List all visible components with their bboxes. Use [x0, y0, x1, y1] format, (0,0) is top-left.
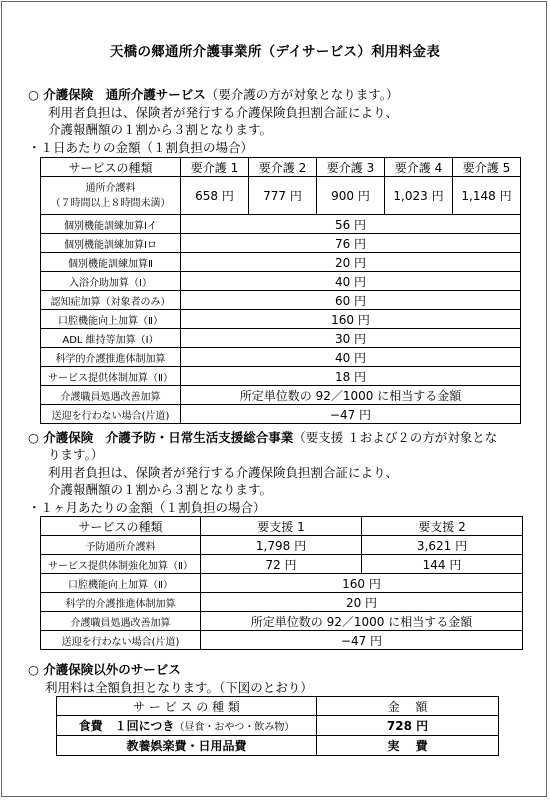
- other-services-table: [56, 696, 499, 756]
- row-label: 個別機能訓練加算Ⅰロ: [41, 234, 181, 253]
- table-row: [41, 329, 521, 348]
- row-value: 160 円: [201, 574, 523, 593]
- row-label: 介護職員処遇改善加算: [41, 386, 181, 405]
- row-value: 所定単位数の 92／1000 に相当する金額: [201, 612, 523, 631]
- table-row: [57, 716, 499, 736]
- fee-support-level-1: 72 円: [201, 555, 362, 574]
- fee-support-level-2: 3,621 円: [362, 536, 523, 555]
- care-fee-main-row: [41, 177, 521, 215]
- table-row: [41, 536, 523, 555]
- section2-heading-cont: ります。）: [48, 447, 104, 462]
- meal-fee-label-detail: （昼食・おやつ・飲み物）: [174, 722, 295, 733]
- table-row: [41, 612, 523, 631]
- header-other-service-type: サ ー ビ ス の 種 類: [57, 697, 317, 716]
- main-fee-level-1: 658 円: [181, 177, 249, 215]
- header-support-level-1: 要支援 1: [201, 517, 362, 536]
- section2-subheading: ・１ヶ月あたりの金額（１割負担の場合）: [28, 500, 266, 515]
- row-label: 送迎を行わない場合(片道): [41, 405, 181, 424]
- row-value: 76 円: [181, 234, 521, 253]
- row-value: 60 円: [181, 291, 521, 310]
- row-value: 所定単位数の 92／1000 に相当する金額: [181, 386, 521, 405]
- row-label: 口腔機能向上加算（Ⅱ）: [41, 574, 201, 593]
- recreation-fee-value: 実 費: [317, 736, 499, 756]
- table-row: [41, 310, 521, 329]
- main-fee-level-3: 900 円: [317, 177, 385, 215]
- section1-subheading: ・１日あたりの金額（１割負担の場合）: [28, 140, 254, 155]
- header-care-level-1: 要介護 1: [181, 158, 249, 177]
- header-support-level-2: 要支援 2: [362, 517, 523, 536]
- row-label: 科学的介護推進体制加算: [41, 348, 181, 367]
- care-fee-header-row: [41, 158, 521, 177]
- section2-note-1: 利用者負担は、保険者が発行する介護保険負担割合証により、: [48, 465, 399, 480]
- row-value: 20 円: [181, 253, 521, 272]
- section1-heading: [28, 87, 399, 103]
- main-service-name: 通所介護料: [85, 182, 136, 194]
- section3-heading: ○ 介護保険以外のサービス: [28, 662, 181, 677]
- care-fee-table: [40, 157, 521, 424]
- section2-heading: [28, 430, 497, 446]
- main-fee-level-5: 1,148 円: [453, 177, 521, 215]
- row-label: 介護職員処遇改善加算: [41, 612, 201, 631]
- fee-support-level-2: 144 円: [362, 555, 523, 574]
- row-label: 送迎を行わない場合(片道): [41, 631, 201, 650]
- main-service-label: [41, 177, 181, 215]
- row-label: サービス提供体制加算（Ⅱ）: [41, 367, 181, 386]
- main-fee-level-4: 1,023 円: [385, 177, 453, 215]
- section3-note: 利用料は全額負担となります。（下図のとおり）: [45, 680, 313, 695]
- row-value: 20 円: [201, 593, 523, 612]
- fee-support-level-1: 1,798 円: [201, 536, 362, 555]
- header-care-level-3: 要介護 3: [317, 158, 385, 177]
- row-value: 18 円: [181, 367, 521, 386]
- header-care-level-5: 要介護 5: [453, 158, 521, 177]
- row-value: 160 円: [181, 310, 521, 329]
- meal-fee-label: [57, 716, 317, 736]
- table-row: [41, 631, 523, 650]
- row-label: 口腔機能向上加算（Ⅱ）: [41, 310, 181, 329]
- table-row: [41, 574, 523, 593]
- main-service-hours: （７時間以上８時間未満）: [50, 197, 171, 209]
- meal-fee-label-main: 食費 １回につき: [78, 719, 175, 733]
- row-value: −47 円: [201, 631, 523, 650]
- row-label: 予防通所介護料: [41, 536, 201, 555]
- table-row: [41, 234, 521, 253]
- table-row: [41, 367, 521, 386]
- row-label: 個別機能訓練加算Ⅰイ: [41, 215, 181, 234]
- header-care-level-4: 要介護 4: [385, 158, 453, 177]
- header-care-level-2: 要介護 2: [249, 158, 317, 177]
- row-value: 30 円: [181, 329, 521, 348]
- table-row: [41, 405, 521, 424]
- table-row: [41, 348, 521, 367]
- main-fee-level-2: 777 円: [249, 177, 317, 215]
- table-row: [41, 215, 521, 234]
- row-label: 認知症加算（対象者のみ）: [41, 291, 181, 310]
- recreation-fee-label: 教養娯楽費・日用品費: [57, 736, 317, 756]
- section1-heading-note: （要介護の方が対象となります。）: [205, 87, 399, 102]
- row-label: 科学的介護推進体制加算: [41, 593, 201, 612]
- row-label: サービス提供体制強化加算（Ⅱ）: [41, 555, 201, 574]
- header-amount: 金 額: [317, 697, 499, 716]
- table-row: [57, 736, 499, 756]
- row-label: ADL 維持等加算（Ⅰ）: [41, 329, 181, 348]
- table-row: [41, 386, 521, 405]
- row-value: 40 円: [181, 272, 521, 291]
- other-services-header-row: [57, 697, 499, 716]
- table-row: [41, 291, 521, 310]
- table-row: [41, 593, 523, 612]
- row-label: 入浴介助加算（Ⅰ）: [41, 272, 181, 291]
- table-row: [41, 555, 523, 574]
- section1-note-1: 利用者負担は、保険者が発行する介護保険負担割合証により、: [48, 105, 399, 120]
- row-value: −47 円: [181, 405, 521, 424]
- support-fee-header-row: [41, 517, 523, 536]
- row-value: 40 円: [181, 348, 521, 367]
- support-fee-table: [40, 516, 523, 650]
- header-service-type-2: サービスの種類: [41, 517, 201, 536]
- row-label: 個別機能訓練加算Ⅱ: [41, 253, 181, 272]
- table-row: [41, 253, 521, 272]
- row-value: 56 円: [181, 215, 521, 234]
- section1-heading-main: ○ 介護保険 通所介護サービス: [28, 87, 206, 102]
- section2-note-2: 介護報酬額の１割から３割となります。: [48, 482, 273, 497]
- page-title: 天橋の郷通所介護事業所（デイサービス）利用料金表: [109, 44, 441, 60]
- section2-heading-main: ○ 介護保険 介護予防・日常生活支援総合事業: [28, 430, 294, 445]
- section2-heading-note: （要支援 １および２の方が対象とな: [293, 430, 498, 445]
- header-service-type: サービスの種類: [41, 158, 181, 177]
- section1-note-2: 介護報酬額の１割から３割となります。: [48, 122, 273, 137]
- table-row: [41, 272, 521, 291]
- meal-fee-value: 728 円: [317, 716, 499, 736]
